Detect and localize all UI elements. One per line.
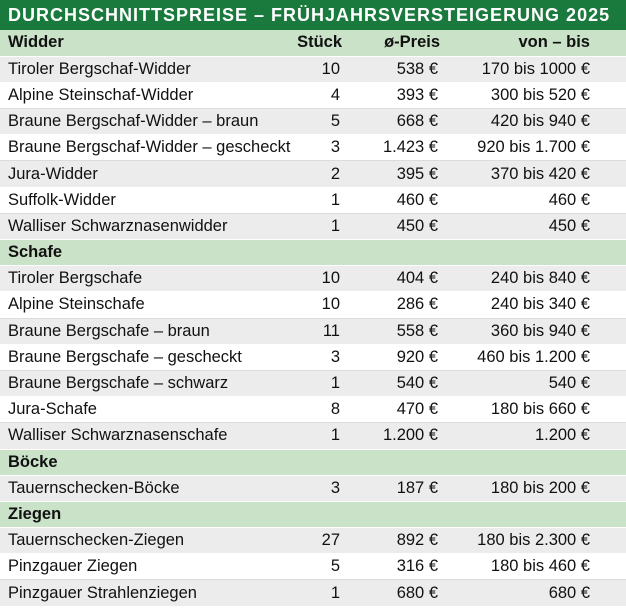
row-price: 892 €	[348, 528, 446, 554]
row-qty: 3	[290, 475, 348, 501]
row-price: 470 €	[348, 397, 446, 423]
row-range: 370 bis 420 €	[446, 161, 626, 187]
section-header-row	[0, 240, 626, 266]
row-qty: 3	[290, 135, 348, 161]
row-qty: 8	[290, 397, 348, 423]
row-name: Tiroler Bergschaf-Widder	[0, 56, 290, 82]
row-price: 920 €	[348, 344, 446, 370]
row-price: 668 €	[348, 109, 446, 135]
row-price: 450 €	[348, 213, 446, 239]
row-name: Pinzgauer Strahlenziegen	[0, 580, 290, 606]
row-price: 393 €	[348, 82, 446, 108]
row-price: 460 €	[348, 187, 446, 213]
row-range: 1.200 €	[446, 423, 626, 449]
section-header-row	[0, 501, 626, 527]
table-title: DURCHSCHNITTSPREISE – FRÜHJAHRSVERSTEIGERUNG 2025	[0, 0, 626, 30]
row-name: Braune Bergschaf-Widder – braun	[0, 109, 290, 135]
row-name: Tiroler Bergschafe	[0, 266, 290, 292]
table-row	[0, 370, 626, 396]
row-qty: 5	[290, 554, 348, 580]
section-header-row	[0, 449, 626, 475]
row-range: 460 €	[446, 187, 626, 213]
row-range: 240 bis 340 €	[446, 292, 626, 318]
table-row	[0, 56, 626, 82]
row-qty: 10	[290, 56, 348, 82]
row-range: 680 €	[446, 580, 626, 606]
table-row	[0, 109, 626, 135]
price-table	[0, 30, 626, 607]
section-title: Ziegen	[0, 501, 626, 527]
row-qty: 3	[290, 344, 348, 370]
table-row	[0, 266, 626, 292]
row-qty: 5	[290, 109, 348, 135]
row-name: Alpine Steinschafe	[0, 292, 290, 318]
row-price: 187 €	[348, 475, 446, 501]
table-row	[0, 397, 626, 423]
row-range: 460 bis 1.200 €	[446, 344, 626, 370]
header-range: von – bis	[446, 30, 626, 56]
row-name: Walliser Schwarznasenwidder	[0, 213, 290, 239]
table-row	[0, 423, 626, 449]
table-row	[0, 475, 626, 501]
row-name: Braune Bergschafe – gescheckt	[0, 344, 290, 370]
table-body	[0, 56, 626, 606]
row-name: Jura-Schafe	[0, 397, 290, 423]
row-name: Alpine Steinschaf-Widder	[0, 82, 290, 108]
table-row	[0, 554, 626, 580]
row-qty: 1	[290, 213, 348, 239]
row-name: Tauernschecken-Böcke	[0, 475, 290, 501]
row-name: Suffolk-Widder	[0, 187, 290, 213]
row-price: 680 €	[348, 580, 446, 606]
row-range: 450 €	[446, 213, 626, 239]
row-price: 404 €	[348, 266, 446, 292]
row-range: 180 bis 660 €	[446, 397, 626, 423]
row-range: 540 €	[446, 370, 626, 396]
row-price: 540 €	[348, 370, 446, 396]
header-qty: Stück	[290, 30, 348, 56]
row-range: 240 bis 840 €	[446, 266, 626, 292]
table-row	[0, 344, 626, 370]
table-row	[0, 82, 626, 108]
row-range: 300 bis 520 €	[446, 82, 626, 108]
row-price: 316 €	[348, 554, 446, 580]
row-qty: 27	[290, 528, 348, 554]
row-qty: 10	[290, 266, 348, 292]
row-qty: 1	[290, 580, 348, 606]
table-row	[0, 135, 626, 161]
table-row	[0, 161, 626, 187]
row-range: 420 bis 940 €	[446, 109, 626, 135]
section-title: Böcke	[0, 449, 626, 475]
table-row	[0, 213, 626, 239]
row-name: Tauernschecken-Ziegen	[0, 528, 290, 554]
header-price: ø-Preis	[348, 30, 446, 56]
table-row	[0, 528, 626, 554]
table-row	[0, 318, 626, 344]
row-price: 1.423 €	[348, 135, 446, 161]
table-header-row	[0, 30, 626, 56]
row-name: Walliser Schwarznasenschafe	[0, 423, 290, 449]
row-price: 538 €	[348, 56, 446, 82]
row-name: Pinzgauer Ziegen	[0, 554, 290, 580]
row-range: 360 bis 940 €	[446, 318, 626, 344]
row-price: 286 €	[348, 292, 446, 318]
row-qty: 4	[290, 82, 348, 108]
row-name: Jura-Widder	[0, 161, 290, 187]
row-range: 920 bis 1.700 €	[446, 135, 626, 161]
row-qty: 10	[290, 292, 348, 318]
row-qty: 1	[290, 423, 348, 449]
section-title: Schafe	[0, 240, 626, 266]
row-price: 395 €	[348, 161, 446, 187]
row-range: 180 bis 200 €	[446, 475, 626, 501]
row-range: 180 bis 460 €	[446, 554, 626, 580]
row-price: 558 €	[348, 318, 446, 344]
row-qty: 2	[290, 161, 348, 187]
header-category: Widder	[0, 30, 290, 56]
row-range: 180 bis 2.300 €	[446, 528, 626, 554]
table-row	[0, 187, 626, 213]
row-name: Braune Bergschafe – schwarz	[0, 370, 290, 396]
row-qty: 1	[290, 187, 348, 213]
row-qty: 1	[290, 370, 348, 396]
row-name: Braune Bergschaf-Widder – gescheckt	[0, 135, 290, 161]
table-row	[0, 580, 626, 606]
table-row	[0, 292, 626, 318]
row-name: Braune Bergschafe – braun	[0, 318, 290, 344]
row-range: 170 bis 1000 €	[446, 56, 626, 82]
row-qty: 11	[290, 318, 348, 344]
row-price: 1.200 €	[348, 423, 446, 449]
